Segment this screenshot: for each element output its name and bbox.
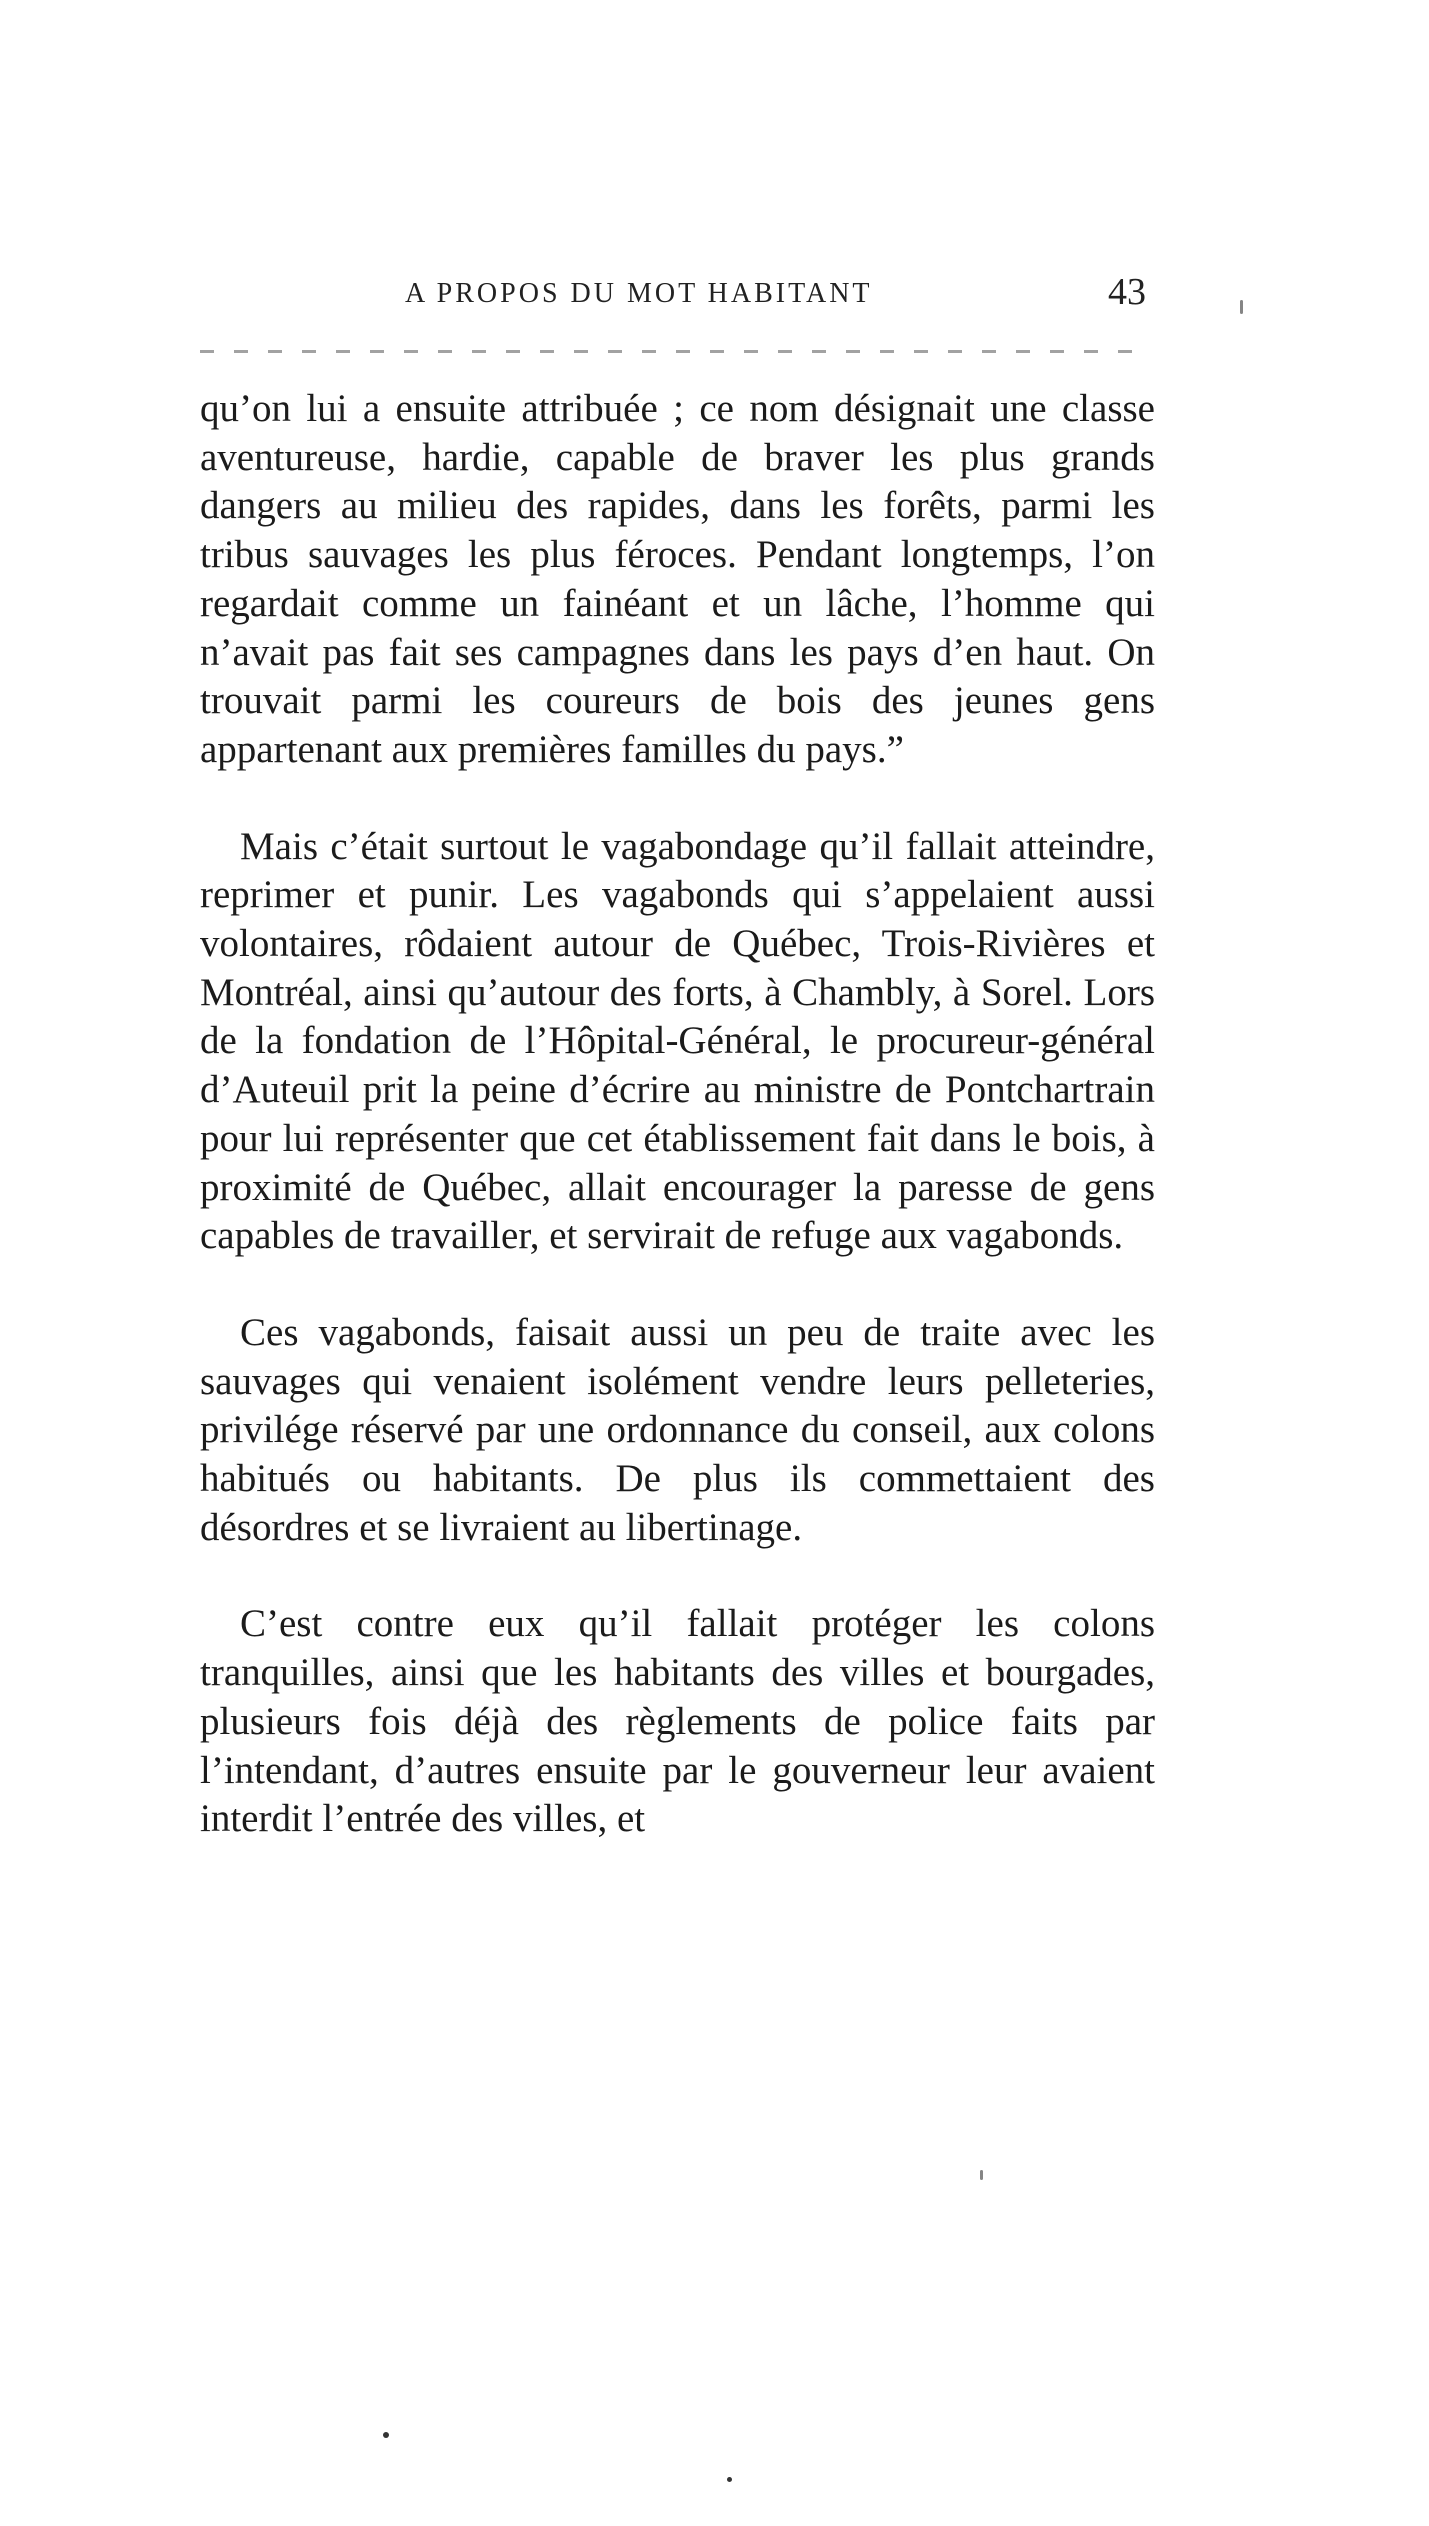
scan-speck [383,2432,389,2438]
body-text [200,385,1155,1844]
scan-speck [980,2170,983,2180]
page-number: 43 [1108,271,1146,313]
paragraph-1: qu’on lui a ensuite attribuée ; ce nom désignait une classe aventureuse, hardie, capable de braver les plus grands dangers au milieu des rapides, dans les forêts, parmi les tribus sauvages les plus féroces. Pendant longtemps, l’on regardait comme un fainéant et un lâche, l’homme qui n’avait pas fait ses campagnes dans les pays d’en haut. On trouvait parmi les coureurs de bois des jeunes gens appartenant aux premières familles du pays.” [200,387,1155,771]
header-rule [200,350,1150,353]
paragraph-3: Ces vagabonds, faisait aussi un peu de traite avec les sauvages qui venaient isolément vendre leurs pelleteries, privilége réservé par une ordonnance du conseil, aux colons habitués ou habitants. De plus ils commettaient des désordres et se livraient au libertinage. [200,1310,1155,1549]
scan-speck [727,2477,732,2482]
paragraph-2: Mais c’était surtout le vagabondage qu’il fallait atteindre, reprimer et punir. Les vagabonds qui s’appelaient aussi volontaires, rôdaient autour de Québec, Trois-Rivières et Montréal, ainsi qu’autour des forts, à Chambly, à Sorel. Lors de la fondation de l’Hôpital-Général, le procureur-général d’Auteuil prit la peine d’écrire au ministre de Pontchartrain pour lui représenter que cet établissement fait dans le bois, à proximité de Québec, allait encourager la paresse de gens capables de travailler, et servirait de refuge aux vagabonds. [200,824,1155,1258]
scan-speck [1240,300,1243,314]
paragraph-4: C’est contre eux qu’il fallait protéger les colons tranquilles, ainsi que les habitants des villes et bourgades, plusieurs fois déjà des règlements de police faits par l’intendant, d’autres ensuite par le gouverneur leur avaient interdit l’entrée des villes, et [200,1602,1155,1841]
running-title: A PROPOS DU MOT HABITANT [405,278,873,309]
page-header [200,270,1160,320]
